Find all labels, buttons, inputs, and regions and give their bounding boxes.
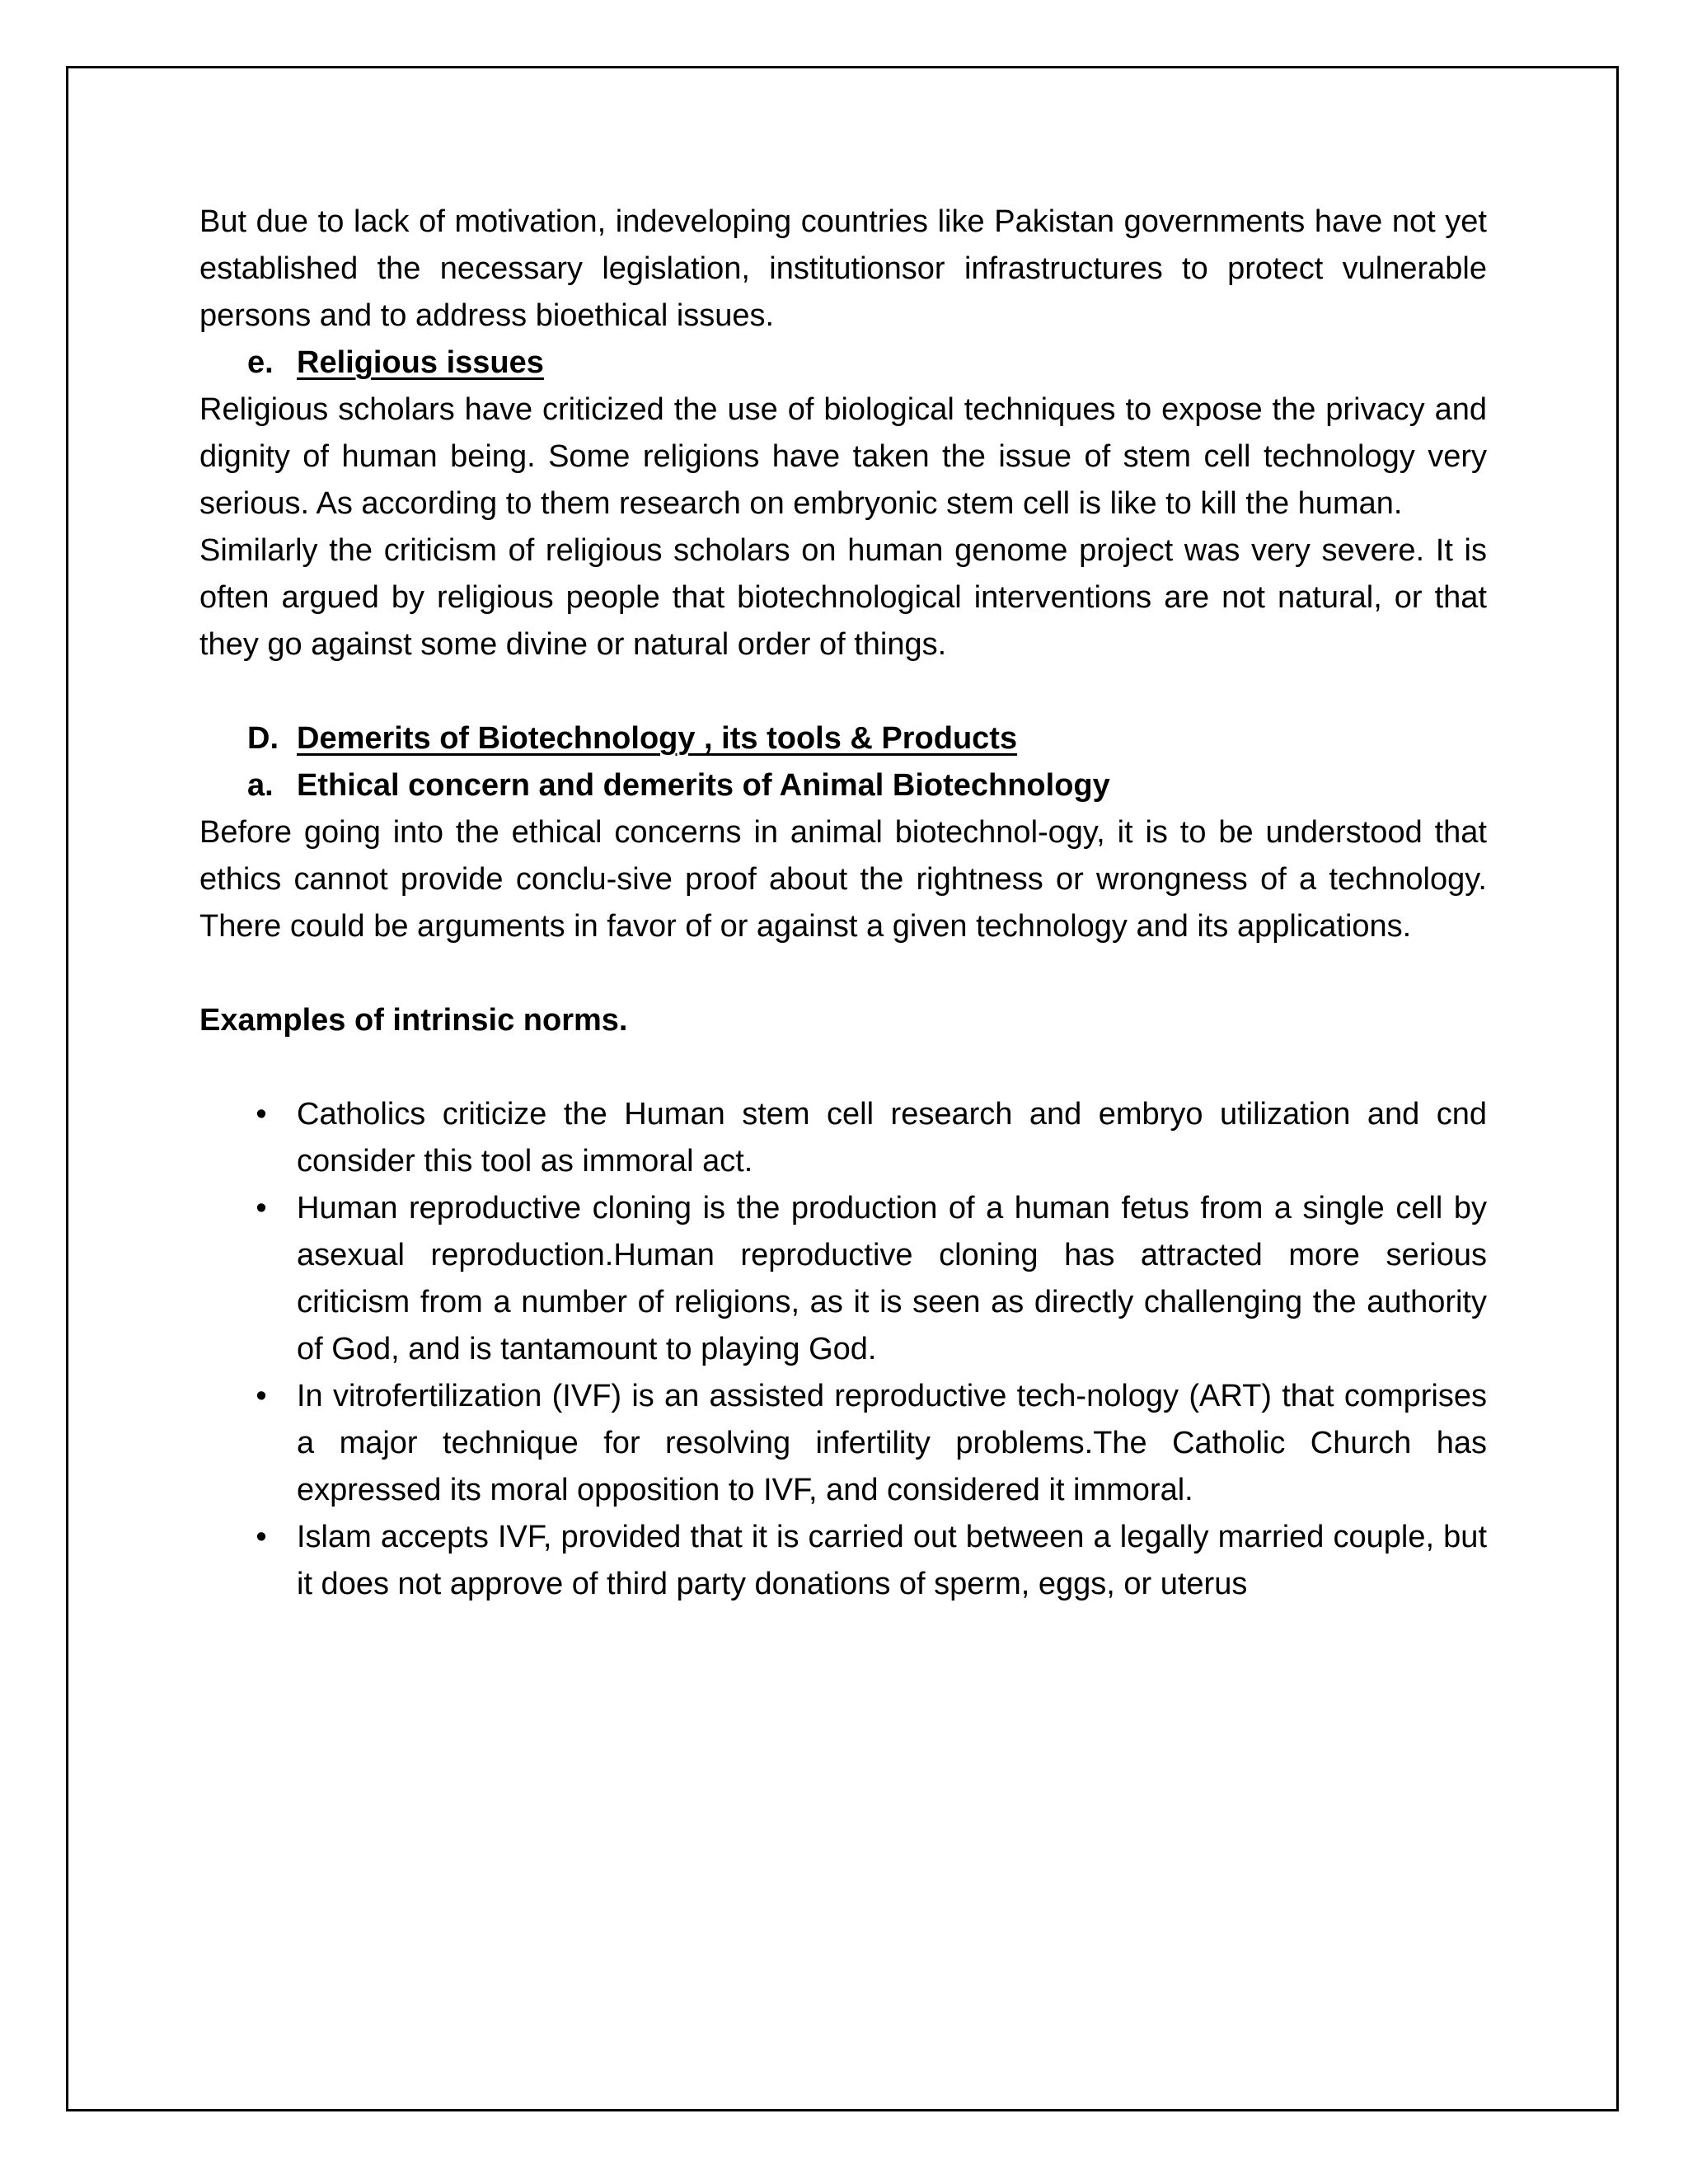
section-a-title: Ethical concern and demerits of Animal Biotechnology bbox=[297, 768, 1110, 803]
spacer bbox=[199, 668, 1487, 715]
list-item-text: In vitrofertilization (IVF) is an assisted reproductive tech-nology (ART) that comprises a major technique for resolving infertility problems.The Catholic Church has expressed its moral opposition to IVF, and considered it immoral. bbox=[297, 1379, 1487, 1507]
section-D-title: Demerits of Biotechnology , its tools & Products bbox=[297, 721, 1018, 756]
section-e-title: Religious issues bbox=[297, 345, 544, 380]
section-e-marker: e. bbox=[247, 345, 274, 380]
examples-heading: Examples of intrinsic norms. bbox=[199, 1003, 628, 1038]
intrinsic-norms-list bbox=[199, 1091, 1487, 1608]
section-D-heading bbox=[199, 715, 1487, 762]
list-item-text: Catholics criticize the Human stem cell research and embryo utilization and cnd consider this tool as immoral act. bbox=[297, 1097, 1487, 1179]
section-a-heading bbox=[199, 762, 1487, 809]
bullet-icon: • bbox=[256, 1520, 267, 1554]
list-item bbox=[199, 1185, 1487, 1373]
section-a-marker: a. bbox=[247, 768, 274, 803]
bullet-icon: • bbox=[256, 1097, 267, 1132]
list-item bbox=[199, 1373, 1487, 1514]
section-e-heading bbox=[199, 340, 1487, 387]
list-item bbox=[199, 1514, 1487, 1608]
document-body bbox=[199, 199, 1487, 1608]
animal-biotech-paragraph: Before going into the ethical concerns in animal biotechnol-ogy, it is to be understood that ethics cannot provide conclu-sive proof about the rightness or wrongness of a technology. There could be arguments in favor of or against a given technology and its applications. bbox=[199, 815, 1487, 944]
list-item-text: Human reproductive cloning is the production of a human fetus from a single cell by asexual reproduction.Human reproductive cloning has attracted more serious criticism from a number of religions, as it is seen as directly challenging the authority of God, and is tantamount to playing God. bbox=[297, 1191, 1487, 1366]
spacer bbox=[199, 950, 1487, 997]
list-item-text: Islam accepts IVF, provided that it is carried out between a legally married couple, but it does not approve of third party donations of sperm, eggs, or uterus bbox=[297, 1520, 1487, 1601]
bullet-icon: • bbox=[256, 1379, 267, 1413]
religious-issues-paragraph-1: Religious scholars have criticized the use of biological techniques to expose the privacy and dignity of human being. Some religions have taken the issue of stem cell technology very serious. As according to them research on embryonic stem cell is like to kill the human. bbox=[199, 392, 1487, 521]
spacer bbox=[199, 1044, 1487, 1091]
religious-issues-paragraph-2: Similarly the criticism of religious scholars on human genome project was very severe. It is often argued by religious people that biotechnological interventions are not natural, or that they go against some divine or natural order of things. bbox=[199, 533, 1487, 662]
list-item bbox=[199, 1091, 1487, 1185]
bullet-icon: • bbox=[256, 1191, 267, 1226]
intro-paragraph: But due to lack of motivation, indeveloping countries like Pakistan governments have not yet established the necessary legislation, institutionsor infrastructures to protect vulnerable persons and to address bioethical issues. bbox=[199, 204, 1487, 333]
section-D-marker: D. bbox=[247, 721, 279, 756]
